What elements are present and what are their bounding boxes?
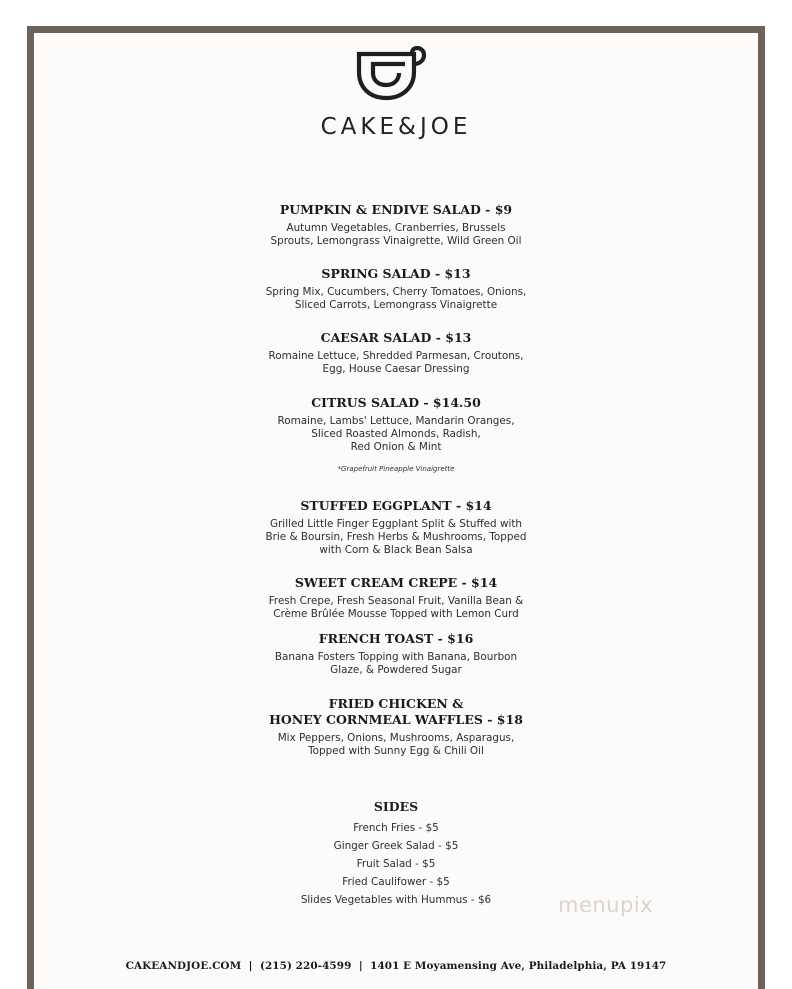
item-title: STUFFED EGGPLANT - $14 [300, 497, 492, 513]
menu-item [236, 266, 556, 313]
footer-contact: CAKEANDJOE.COM | (215) 220-4599 | 1401 E Moyamensing Ave, Philadelphia, PA 19147 [125, 960, 667, 972]
item-title: FRENCH TOAST - $16 [318, 631, 474, 647]
item-description: Mix Peppers, Onions, Mushrooms, Asparagus, Topped with Sunny Egg & Chili Oil [277, 731, 515, 758]
menu-item [236, 330, 556, 377]
logo [0, 46, 792, 140]
list-item: Fruit Salad - $5 [356, 858, 436, 871]
brand-name: CAKE&JOE [320, 114, 472, 140]
item-title: CITRUS SALAD - $14.50 [311, 394, 481, 410]
menu-item [236, 395, 556, 473]
item-description: Fresh Crepe, Fresh Seasonal Fruit, Vanilla Bean & Crème Brûlée Mousse Topped with Lemon Curd [268, 594, 524, 620]
item-title: SPRING SALAD - $13 [321, 265, 471, 281]
watermark: menupix [558, 893, 654, 917]
sides-title: SIDES [373, 799, 419, 815]
menu-item [236, 498, 556, 558]
item-description: Autumn Vegetables, Cranberries, Brussels Sprouts, Lemongrass Vinaigrette, Wild Green Oil [270, 222, 522, 248]
list-item: Fried Caulifower - $5 [342, 876, 450, 889]
menu-item [236, 202, 556, 249]
item-description: Grilled Little Finger Eggplant Split & Stuffed with Brie & Boursin, Fresh Herbs & Mushrooms, Topped with Corn & Black Bean Salsa [265, 517, 527, 557]
item-description: Banana Fosters Topping with Banana, Bourbon Glaze, & Powdered Sugar [274, 651, 518, 677]
sides-list [236, 819, 556, 909]
list-item: Slides Vegetables with Hummus - $6 [300, 894, 492, 907]
menu-item [236, 631, 556, 678]
item-title: SWEET CREAM CREPE - $14 [294, 574, 498, 590]
sides-section [236, 799, 556, 909]
menu-item [236, 575, 556, 622]
cup-icon [356, 46, 436, 104]
menu-list [0, 176, 792, 909]
item-title: FRIED CHICKEN & HONEY CORNMEAL WAFFLES - $18 [269, 695, 523, 727]
item-description: Spring Mix, Cucumbers, Cherry Tomatoes, Onions, Sliced Carrots, Lemongrass Vinaigrette [265, 285, 527, 311]
item-description: Romaine Lettuce, Shredded Parmesan, Croutons, Egg, House Caesar Dressing [268, 350, 524, 376]
menu-item [236, 696, 556, 759]
item-title: CAESAR SALAD - $13 [320, 330, 472, 346]
list-item: Ginger Greek Salad - $5 [333, 840, 459, 853]
item-description: Romaine, Lambs' Lettuce, Mandarin Oranges, Sliced Roasted Almonds, Radish, Red Onion & Mint [277, 414, 515, 454]
item-note: *Grapefruit Pineapple Vinaigrette [337, 464, 455, 473]
list-item: French Fries - $5 [353, 822, 439, 835]
item-title: PUMPKIN & ENDIVE SALAD - $9 [279, 202, 513, 217]
